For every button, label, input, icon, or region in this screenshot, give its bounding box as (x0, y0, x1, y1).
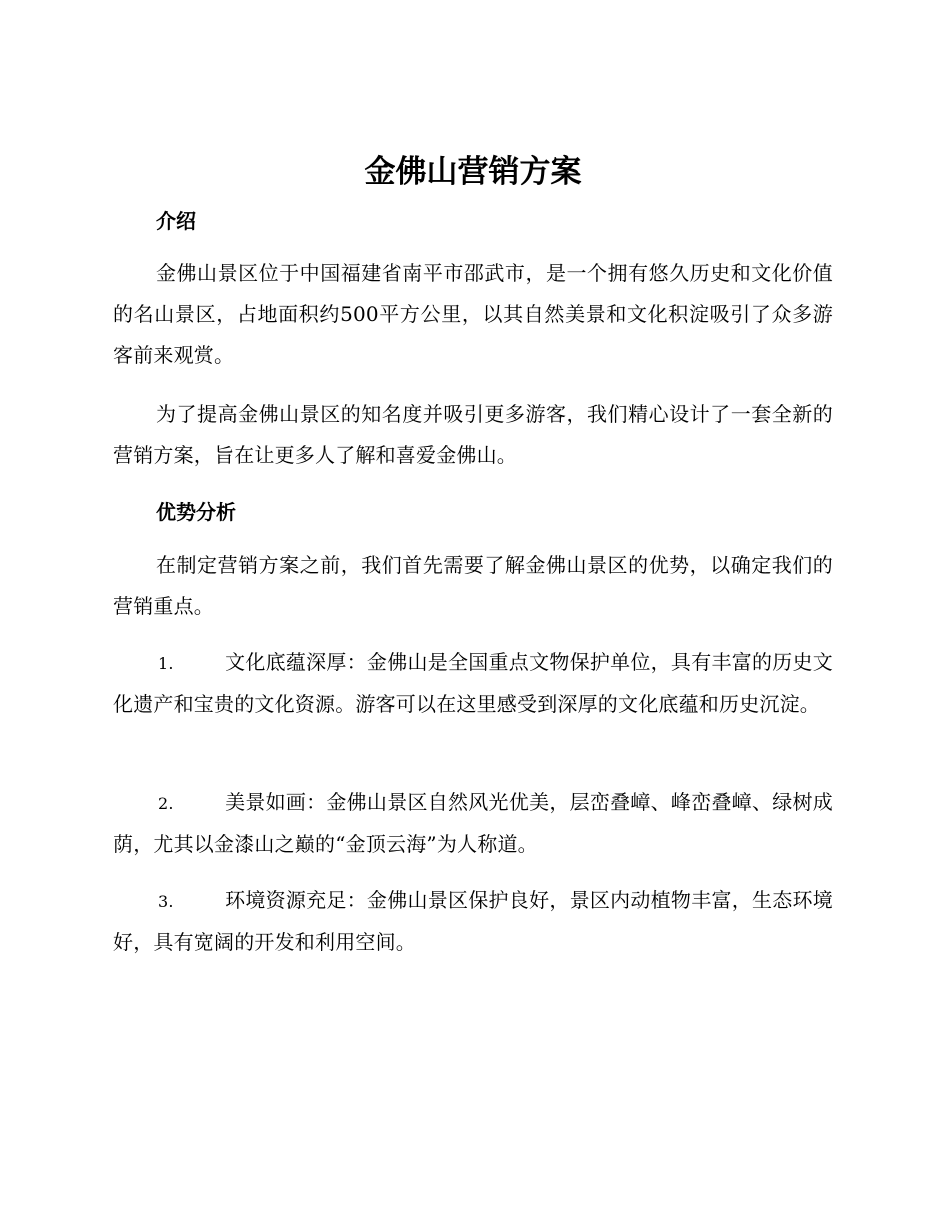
list-item-text: 文化底蕴深厚：金佛山是全国重点文物保护单位，具有丰富的历史文化遗产和宝贵的文化资源。游客可以在这里感受到深厚的文化底蕴和历史沉淀。 (113, 650, 833, 716)
list-item-number: 2. (158, 794, 174, 813)
list-item-text: 美景如画：金佛山景区自然风光优美，层峦叠嶂、峰峦叠嶂、绿树成荫，尤其以金漆山之巅的“金顶云海”为人称道。 (113, 790, 833, 856)
intro-paragraph-1: 金佛山景区位于中国福建省南平市邵武市，是一个拥有悠久历史和文化价值的名山景区，占地面积约500平方公里，以其自然美景和文化积淀吸引了众多游客前来观赏。 (113, 261, 833, 367)
document-page (113, 0, 833, 1230)
section-heading-intro: 介绍 (156, 209, 196, 233)
list-item (113, 782, 833, 865)
intro-paragraph-2: 为了提高金佛山景区的知名度并吸引更多游客，我们精心设计了一套全新的营销方案，旨在让更多人了解和喜爱金佛山。 (113, 402, 833, 467)
list-item (113, 642, 833, 725)
list-item-text: 环境资源充足：金佛山景区保护良好，景区内动植物丰富，生态环境好，具有宽阔的开发和利用空间。 (113, 888, 833, 954)
document-title: 金佛山营销方案 (364, 154, 582, 190)
list-item-number: 3. (158, 892, 174, 911)
list-item (113, 880, 833, 963)
section-heading-advantages: 优势分析 (156, 500, 236, 524)
list-item-number: 1. (158, 654, 174, 673)
advantages-paragraph-1: 在制定营销方案之前，我们首先需要了解金佛山景区的优势，以确定我们的营销重点。 (113, 553, 833, 618)
